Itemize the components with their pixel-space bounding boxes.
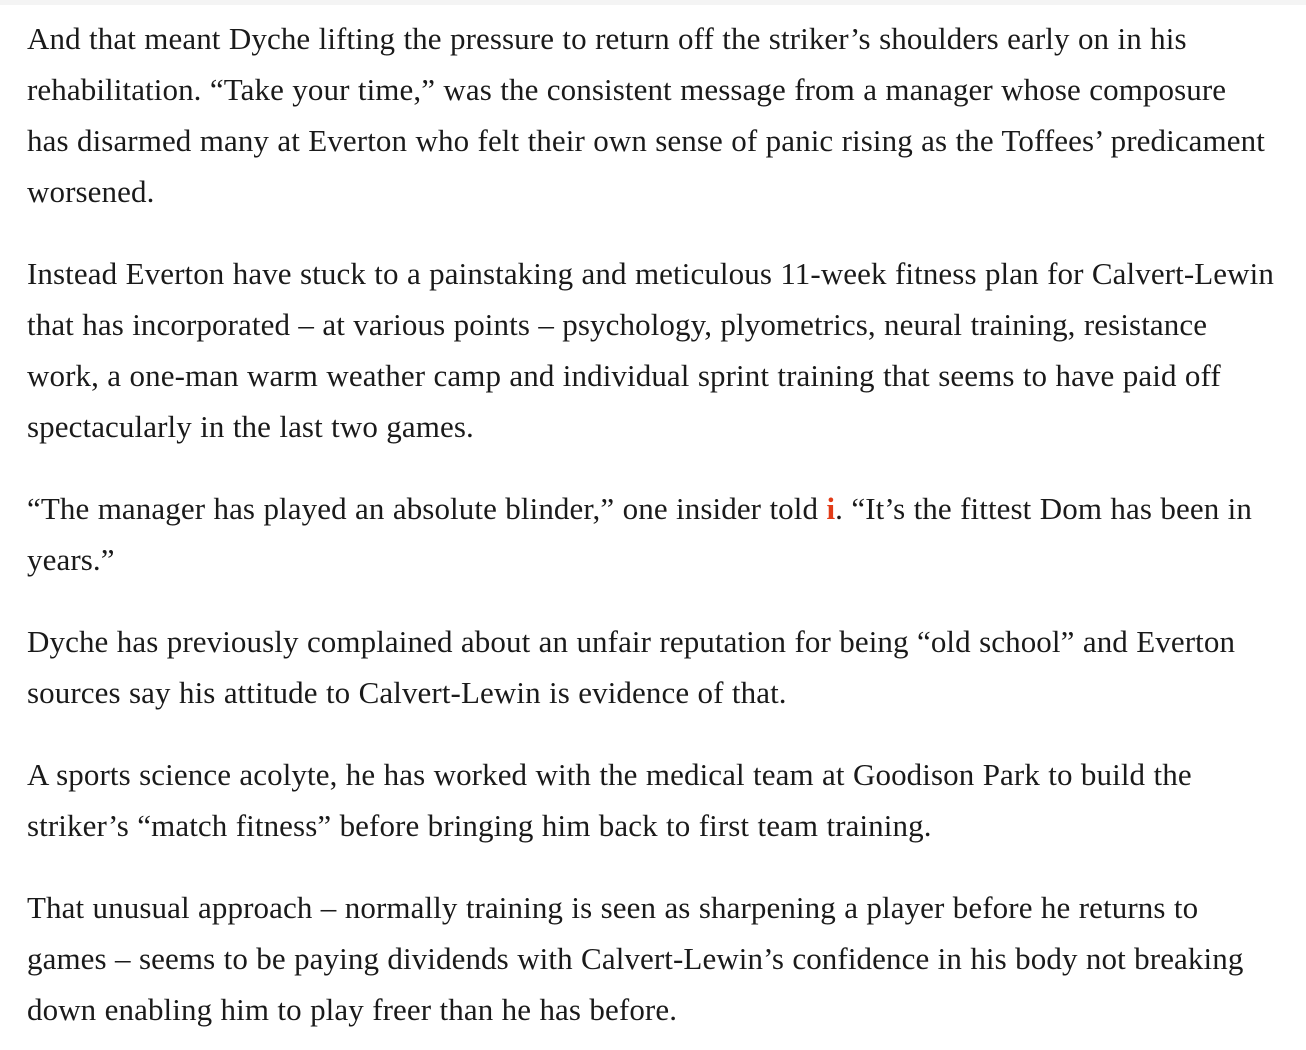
article-paragraph: Instead Everton have stuck to a painstaking and meticulous 11-week fitness plan for Calvert-Lewin that has incorporated – at various points – psychology, plyometrics, neural training, resistance work, a one-man warm weather camp and individual sprint training that seems to have paid off spectacularly in the last two games.: [27, 256, 1274, 444]
article-paragraph: A sports science acolyte, he has worked with the medical team at Goodison Park to build the striker’s “match fitness” before bringing him back to first team training.: [27, 757, 1192, 843]
article-paragraph: Dyche has previously complained about an unfair reputation for being “old school” and Everton sources say his attitude to Calvert-Lewin is evidence of that.: [27, 624, 1236, 710]
article-paragraph: And that meant Dyche lifting the pressure to return off the striker’s shoulders early on in his rehabilitation. “Take your time,” was the consistent message from a manager whose composure has disarmed many at Everton who felt their own sense of panic rising as the Toffees’ predicament worsened.: [27, 21, 1265, 209]
publication-inline-link[interactable]: i: [826, 491, 836, 526]
article-paragraph: That unusual approach – normally training is seen as sharpening a player before he returns to games – seems to be paying dividends with Calvert-Lewin’s confidence in his body not breaking down enabling him to play freer than he has before.: [27, 890, 1244, 1027]
article-paragraph: “The manager has played an absolute blinder,” one insider told i. “It’s the fittest Dom has been in years.”: [27, 491, 1252, 577]
article-body: [0, 5, 1275, 1035]
